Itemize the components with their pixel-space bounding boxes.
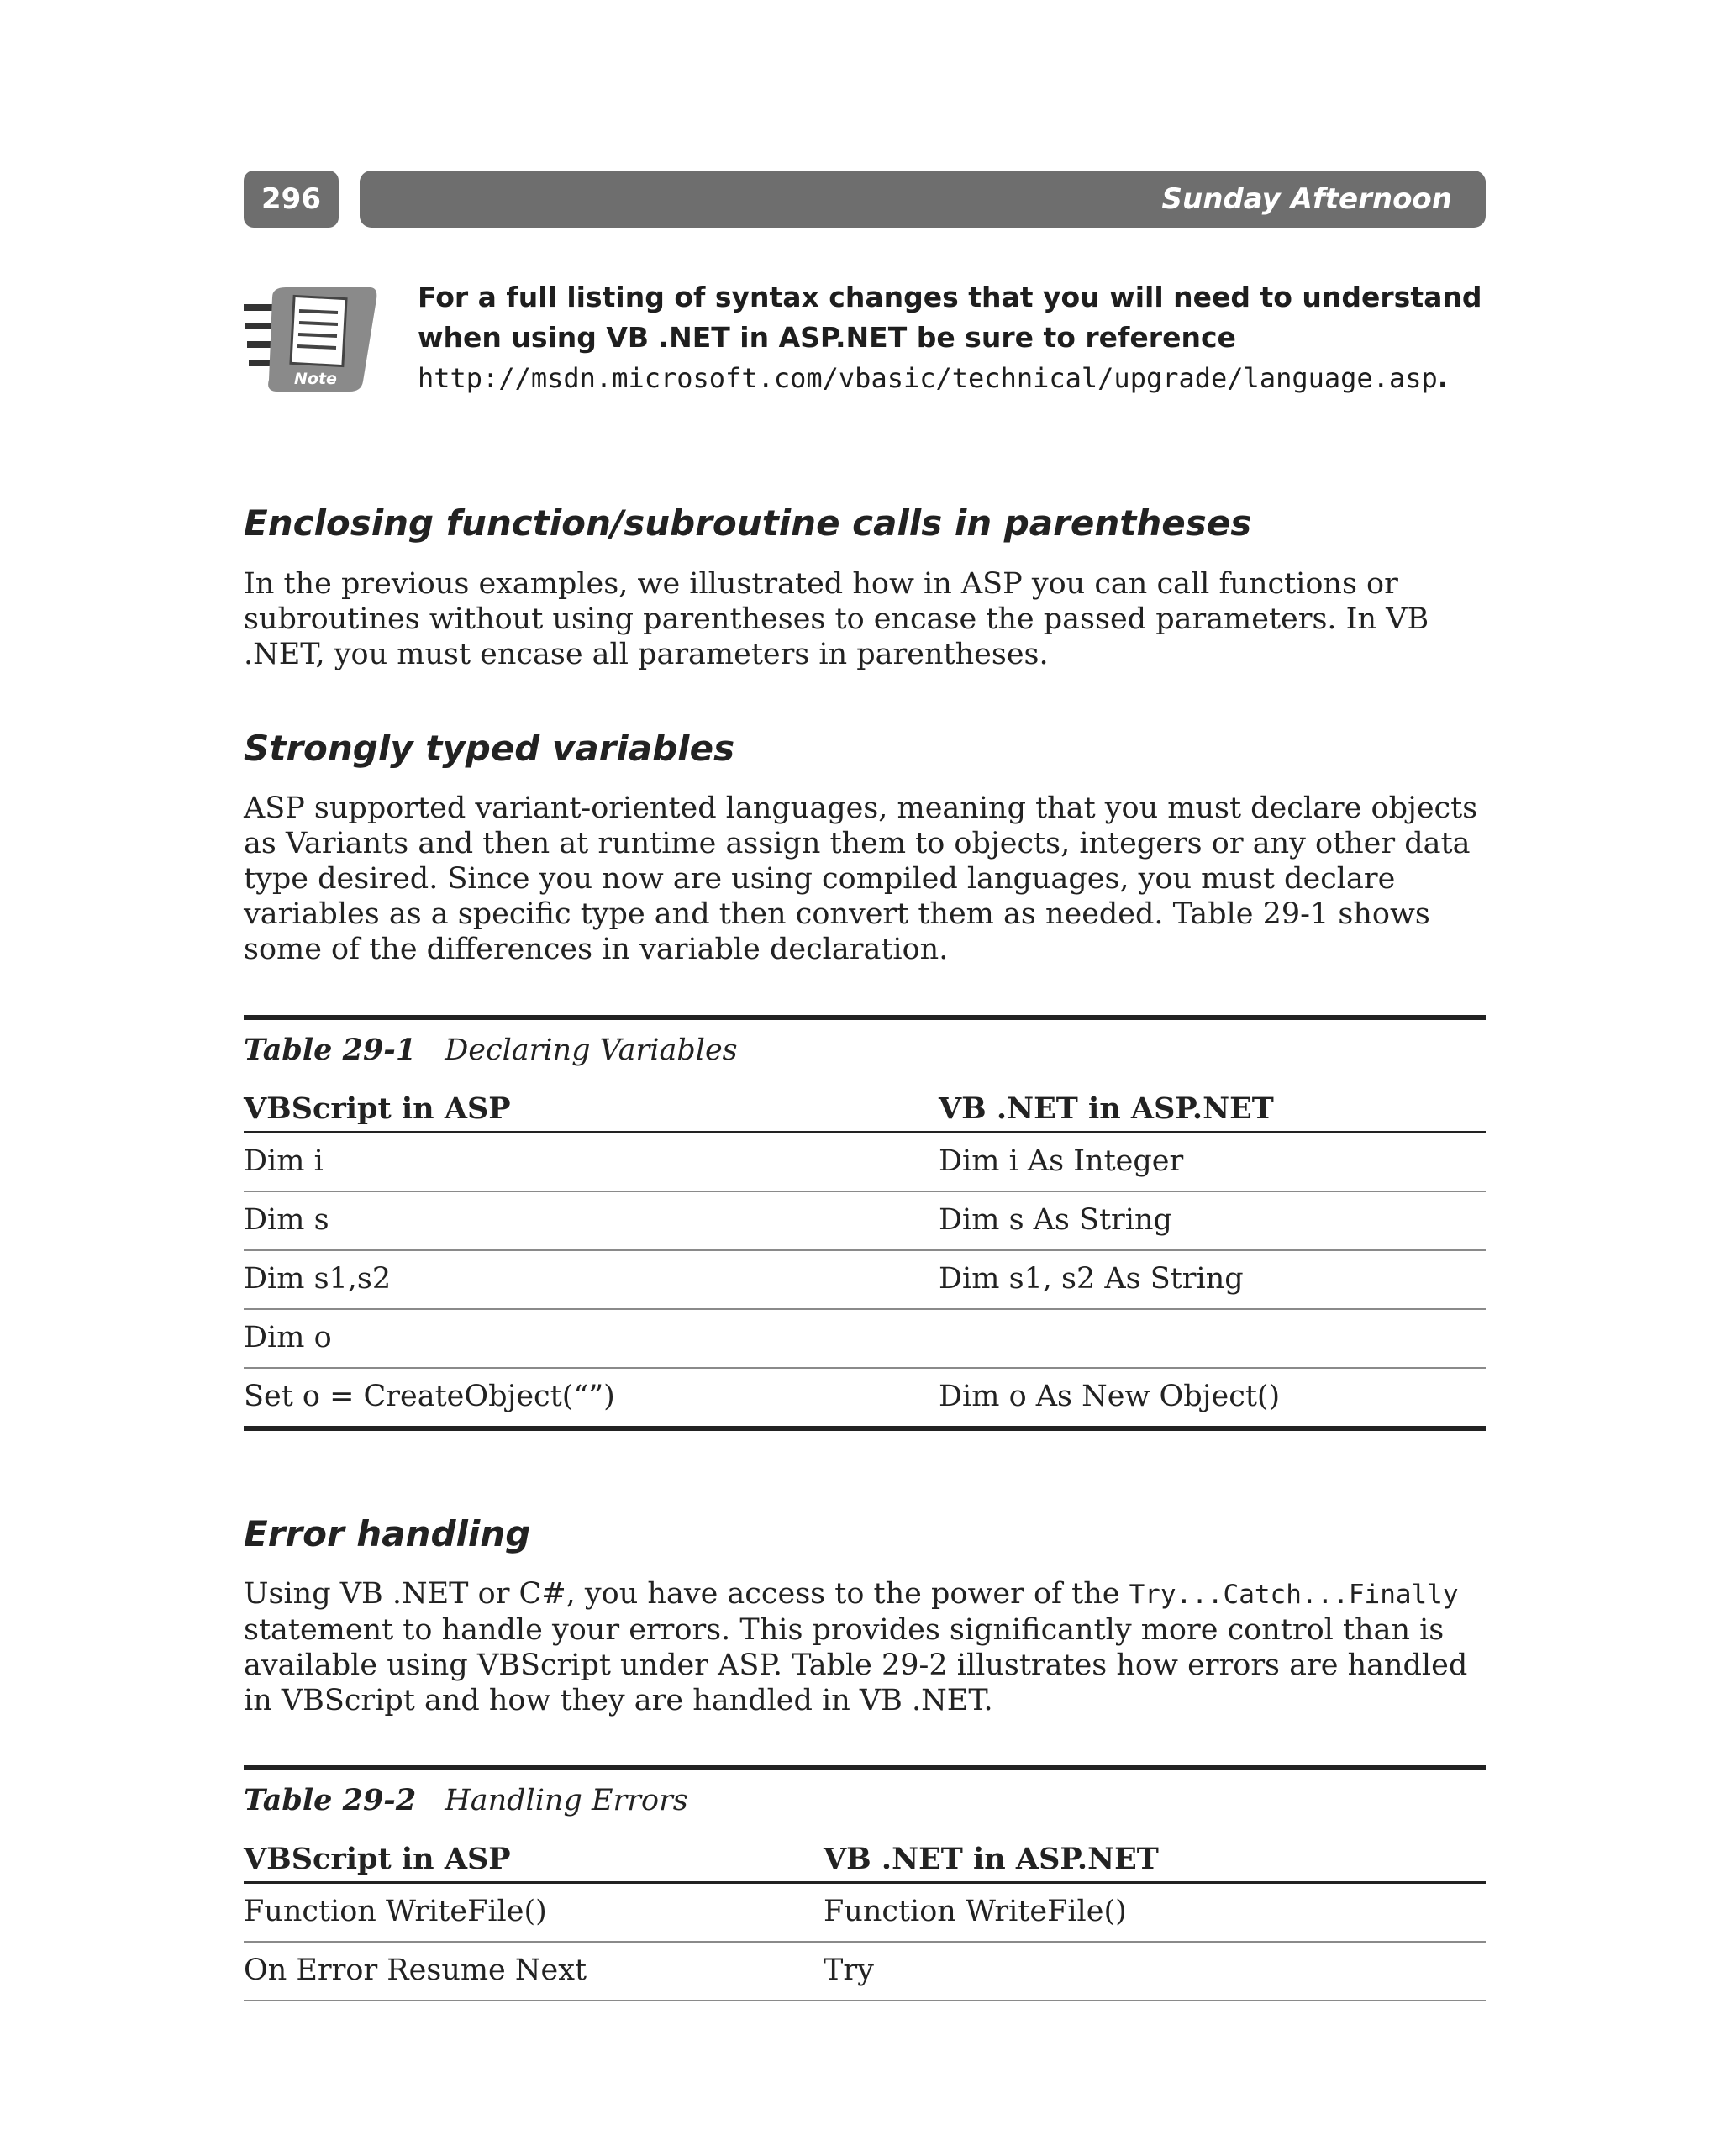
column-header: VB .NET in ASP.NET <box>824 1842 1159 1876</box>
table-header-row <box>244 1087 1486 1133</box>
table-cell: Dim s1,s2 <box>244 1262 392 1296</box>
table-title: Declaring Variables <box>445 1033 738 1067</box>
table-row <box>244 1369 1486 1431</box>
table-cell: Set o = CreateObject(“”) <box>244 1380 615 1413</box>
table-cell: Dim s <box>244 1203 329 1237</box>
running-header-title: Sunday Afternoon <box>1161 182 1452 216</box>
note-text <box>418 277 1493 398</box>
note-url[interactable]: http://msdn.microsoft.com/vbasic/technical/upgrade/language.asp <box>418 362 1438 394</box>
table-declaring-variables <box>244 1015 1486 1431</box>
paragraph-parentheses: In the previous examples, we illustrated how in ASP you can call functions or subroutines without using parentheses to encase the passed parameters. In VB .NET, you must encase all parameters in parentheses. <box>244 567 1429 671</box>
table-cell: Dim s1, s2 As String <box>939 1262 1244 1296</box>
section-heading-parentheses: Enclosing function/subroutine calls in parentheses <box>244 502 1252 544</box>
section-heading-strong-typing: Strongly typed variables <box>244 728 735 769</box>
note-icon-label: Note <box>294 370 337 388</box>
column-header: VBScript in ASP <box>244 1842 511 1876</box>
note-body: For a full listing of syntax changes that you will need to understand when using VB .NET in ASP.NET be sure to reference <box>418 281 1482 354</box>
inline-code: Try...Catch...Finally <box>1129 1580 1459 1610</box>
table-number: Table 29-1 <box>244 1033 417 1067</box>
paragraph-strong-typing: ASP supported variant-oriented languages, meaning that you must declare objects as Variants and then at runtime assign them to objects, integers or any other data type desired. Since you now are using compiled languages, you must declare variables as a specific type and then convert them as needed. Table 29-1 shows some of the differences in variable declaration. <box>244 791 1478 966</box>
table-cell: Dim i As Integer <box>939 1144 1184 1178</box>
table-row <box>244 1884 1486 1943</box>
running-header-bar <box>360 171 1486 228</box>
paragraph-error-handling <box>244 1576 1487 1718</box>
table-cell: Dim o <box>244 1321 332 1354</box>
table-row <box>244 1943 1486 2001</box>
note-icon <box>244 286 378 395</box>
table-row <box>244 1251 1486 1310</box>
table-handling-errors <box>244 1765 1486 2001</box>
table-number: Table 29-2 <box>244 1783 417 1817</box>
column-header: VB .NET in ASP.NET <box>939 1091 1274 1126</box>
column-header: VBScript in ASP <box>244 1091 511 1126</box>
table-caption <box>244 1020 1486 1087</box>
paragraph-text: Using VB .NET or C#, you have access to the power of the <box>244 1577 1129 1611</box>
table-cell: Dim o As New Object() <box>939 1380 1281 1413</box>
note-url-period: . <box>1437 361 1449 394</box>
table-cell: Dim s As String <box>939 1203 1172 1237</box>
table-row <box>244 1310 1486 1369</box>
table-cell: Function WriteFile() <box>244 1895 547 1928</box>
table-row <box>244 1192 1486 1251</box>
table-cell: Function WriteFile() <box>824 1895 1127 1928</box>
table-cell: Try <box>824 1954 874 1987</box>
table-title: Handling Errors <box>445 1784 688 1817</box>
table-cell: Dim i <box>244 1144 324 1178</box>
page-number: 296 <box>244 171 339 228</box>
table-caption <box>244 1770 1486 1838</box>
section-heading-error-handling: Error handling <box>244 1513 531 1554</box>
table-header-row <box>244 1838 1486 1884</box>
paragraph-text: statement to handle your errors. This provides significantly more control than is available using VBScript under ASP. Table 29-2 illustrates how errors are handled in VBScript and how they are handled in VB .NET. <box>244 1613 1468 1717</box>
table-cell: On Error Resume Next <box>244 1954 587 1987</box>
table-row <box>244 1133 1486 1192</box>
